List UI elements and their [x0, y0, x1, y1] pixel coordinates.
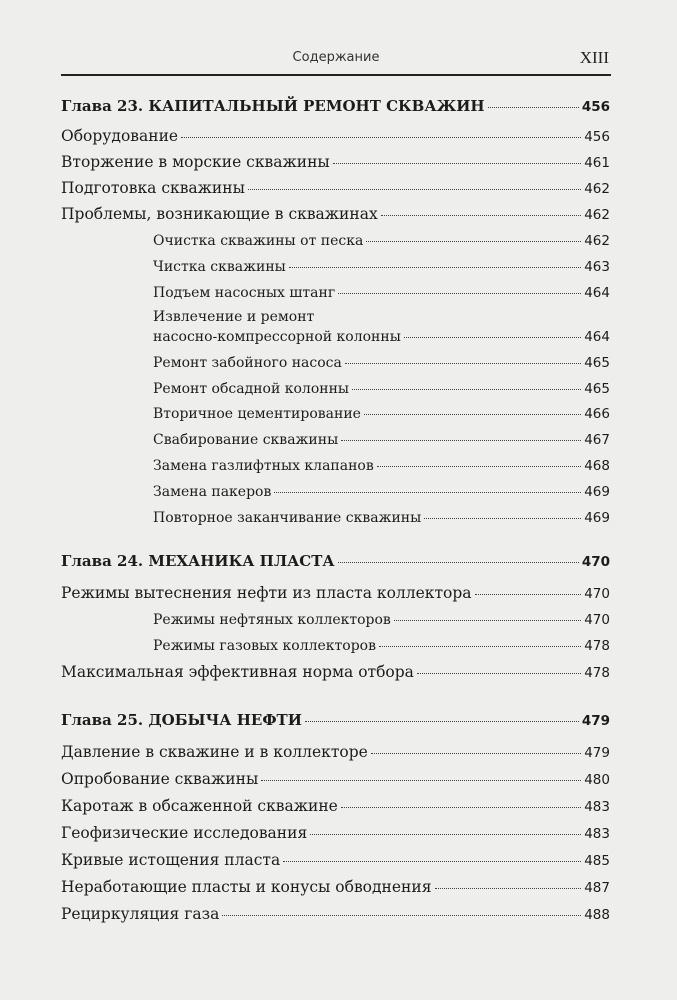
toc-entry	[61, 583, 610, 604]
dot-leader	[435, 887, 582, 889]
toc-title-line2: насосно-компрессорной колонны	[153, 329, 401, 345]
toc-page: 464	[584, 285, 610, 301]
toc-title: Вторичное цементирование	[153, 406, 361, 422]
toc-entry	[61, 742, 610, 763]
toc-subentry	[153, 482, 610, 502]
toc-entry	[61, 662, 610, 683]
toc-subentry	[153, 636, 610, 656]
toc-title: Глава 25. ДОБЫЧА НЕФТИ	[61, 711, 302, 729]
toc-entry	[61, 178, 610, 199]
dot-leader	[222, 914, 581, 916]
toc-page: 456	[581, 99, 610, 115]
toc-subentry-multiline	[153, 307, 610, 347]
dot-leader	[424, 517, 581, 519]
toc-title: Давление в скважине и в коллекторе	[61, 743, 368, 761]
toc-subentry	[153, 283, 610, 303]
section-title: Содержание	[292, 50, 380, 65]
toc-title: Геофизические исследования	[61, 824, 308, 842]
toc-title: Режимы нефтяных коллекторов	[153, 612, 391, 628]
toc-subentry	[153, 430, 610, 450]
toc-page: 470	[584, 612, 610, 628]
toc-page: 465	[584, 381, 610, 397]
toc-title: Подготовка скважины	[61, 179, 245, 197]
toc-page: 483	[584, 799, 610, 815]
toc-title: Каротаж в обсаженной скважине	[61, 797, 338, 815]
dot-leader	[305, 720, 579, 722]
toc-page: 462	[584, 181, 610, 197]
toc-title: Вторжение в морские скважины	[61, 153, 330, 171]
dot-leader	[310, 833, 581, 835]
dot-leader	[475, 593, 582, 595]
toc-subentry	[153, 508, 610, 528]
toc-page: 488	[584, 907, 610, 923]
toc-page: 469	[584, 510, 610, 526]
toc-page: 470	[581, 554, 610, 570]
dot-leader	[274, 491, 581, 493]
toc-title: Режимы вытеснения нефти из пласта коллектора	[61, 584, 472, 602]
toc-entry	[61, 823, 610, 844]
toc-page: 483	[584, 826, 610, 842]
toc-page: 470	[584, 586, 610, 602]
toc-title: Подъем насосных штанг	[153, 285, 336, 301]
dot-leader	[341, 806, 581, 808]
toc-title: Максимальная эффективная норма отбора	[61, 663, 414, 681]
dot-leader	[377, 465, 581, 467]
dot-leader	[261, 779, 581, 781]
toc-entry	[61, 904, 610, 925]
toc-page: 456	[584, 129, 610, 145]
toc-title: Оборудование	[61, 127, 179, 145]
toc-entry	[61, 204, 610, 225]
toc-chapter-24	[61, 551, 610, 572]
toc-page: 461	[584, 155, 610, 171]
toc-page: 463	[584, 259, 610, 275]
dot-leader	[379, 645, 581, 647]
toc-page: 479	[584, 745, 610, 761]
toc-title: Чистка скважины	[153, 259, 286, 275]
toc-page: 485	[584, 853, 610, 869]
toc-title: Кривые истощения пласта	[61, 851, 281, 869]
toc-entry	[61, 796, 610, 817]
toc-title: Глава 24. МЕХАНИКА ПЛАСТА	[61, 552, 335, 570]
toc-title-line1: Извлечение и ремонт	[153, 309, 315, 325]
dot-leader	[345, 362, 581, 364]
toc-subentry	[153, 353, 610, 373]
toc-page: 465	[584, 355, 610, 371]
dot-leader	[181, 136, 581, 138]
toc-entry	[61, 877, 610, 898]
dot-leader	[394, 619, 581, 621]
dot-leader	[381, 214, 582, 216]
toc-subentry	[153, 379, 610, 399]
toc-title: Очистка скважины от песка	[153, 233, 364, 249]
toc-page: 479	[581, 713, 610, 729]
dot-leader	[417, 672, 581, 674]
toc-page: 464	[584, 329, 610, 345]
toc-title: Неработающие пласты и конусы обводнения	[61, 878, 432, 896]
dot-leader	[366, 240, 581, 242]
dot-leader	[404, 336, 581, 338]
page-number: XIII	[579, 48, 609, 67]
dot-leader	[364, 413, 581, 415]
toc-subentry	[153, 456, 610, 476]
toc-page: 462	[584, 207, 610, 223]
toc-page: 480	[584, 772, 610, 788]
toc-page: 468	[584, 458, 610, 474]
toc-page: 478	[584, 638, 610, 654]
toc-title: Ремонт забойного насоса	[153, 355, 342, 371]
dot-leader	[352, 388, 581, 390]
dot-leader	[341, 439, 581, 441]
toc-page: 462	[584, 233, 610, 249]
toc-page: 466	[584, 406, 610, 422]
dot-leader	[289, 266, 581, 268]
toc-entry	[61, 850, 610, 871]
toc-title: Рециркуляция газа	[61, 905, 220, 923]
dot-leader	[371, 752, 581, 754]
toc-chapter-25	[61, 710, 610, 731]
dot-leader	[248, 188, 581, 190]
toc-title: Режимы газовых коллекторов	[153, 638, 376, 654]
toc-entry	[61, 126, 610, 147]
toc-subentry	[153, 404, 610, 424]
dot-leader	[488, 106, 579, 108]
toc-title: Замена пакеров	[153, 484, 272, 500]
toc-subentry	[153, 231, 610, 251]
dot-leader	[333, 162, 581, 164]
toc-title: Опробование скважины	[61, 770, 259, 788]
toc-title: Проблемы, возникающие в скважинах	[61, 205, 378, 223]
toc-title: Глава 23. КАПИТАЛЬНЫЙ РЕМОНТ СКВАЖИН	[61, 97, 485, 115]
dot-leader	[338, 561, 579, 563]
dot-leader	[283, 860, 581, 862]
toc-title: Свабирование скважины	[153, 432, 339, 448]
toc-title: Замена газлифтных клапанов	[153, 458, 374, 474]
toc-page: 469	[584, 484, 610, 500]
toc-page: 478	[584, 665, 610, 681]
toc-page: 487	[584, 880, 610, 896]
toc-title: Повторное заканчивание скважины	[153, 510, 422, 526]
toc-subentry	[153, 257, 610, 277]
toc-entry	[61, 769, 610, 790]
toc-entry	[61, 152, 610, 173]
toc-title: Ремонт обсадной колонны	[153, 381, 350, 397]
dot-leader	[338, 292, 581, 294]
toc-subentry	[153, 610, 610, 630]
toc-page: 467	[584, 432, 610, 448]
toc-chapter-23	[61, 96, 610, 117]
